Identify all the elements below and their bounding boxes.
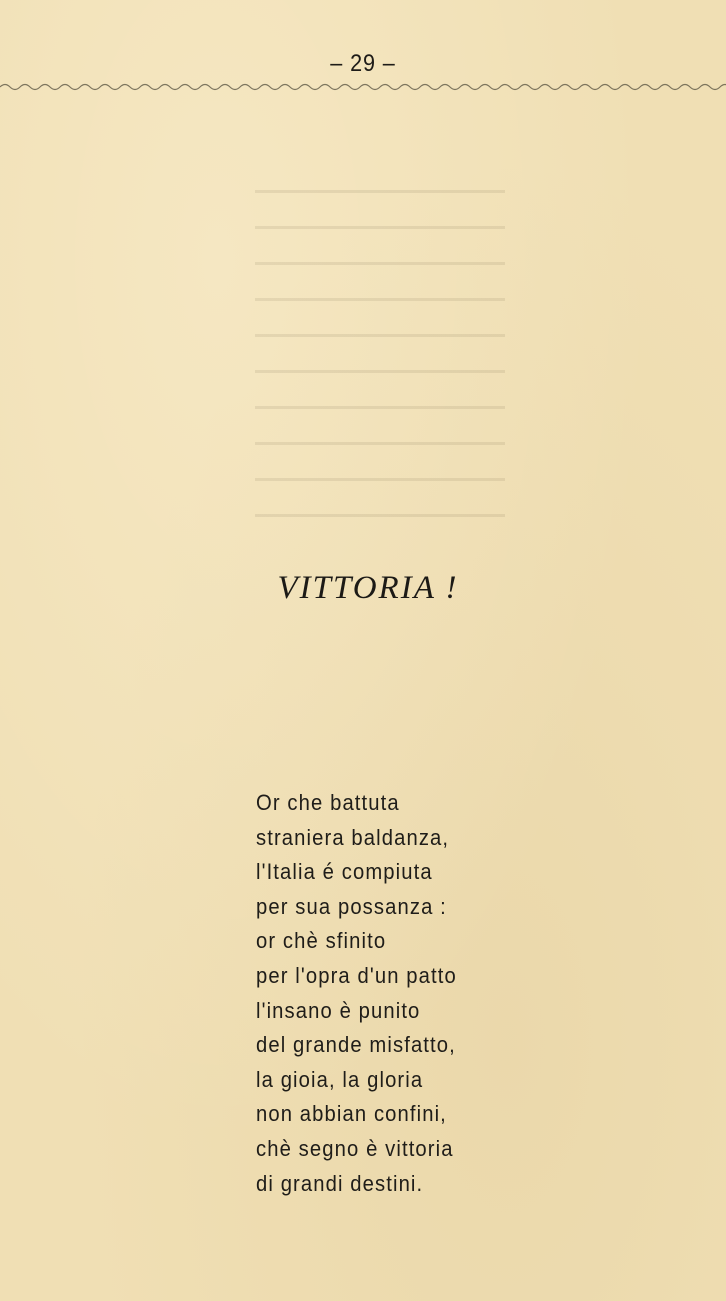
- poem-line: di grandi destini.: [256, 1170, 424, 1196]
- poem-line: per l'opra d'un patto: [256, 962, 457, 988]
- poem-title: VITTORIA !: [277, 570, 459, 606]
- poem-line: la gioia, la gloria: [256, 1066, 424, 1092]
- poem-line: l'Italia é compiuta: [256, 859, 433, 885]
- poem-line: chè segno è vittoria: [256, 1135, 454, 1161]
- page-number: – 29 –: [330, 50, 396, 77]
- show-through-text: [255, 190, 505, 530]
- poem-line: Or che battuta: [256, 790, 400, 815]
- poem-line: per sua possanza :: [256, 893, 447, 919]
- poem-line: non abbian confini,: [256, 1101, 447, 1127]
- decorative-wavy-rule: [0, 80, 726, 94]
- poem-line: l'insano è punito: [256, 997, 421, 1023]
- poem-stanza: [256, 786, 556, 1201]
- poem-line: straniera baldanza,: [256, 824, 450, 850]
- poem-line: del grande misfatto,: [256, 1032, 456, 1058]
- poem-line: or chè sfinito: [256, 928, 387, 954]
